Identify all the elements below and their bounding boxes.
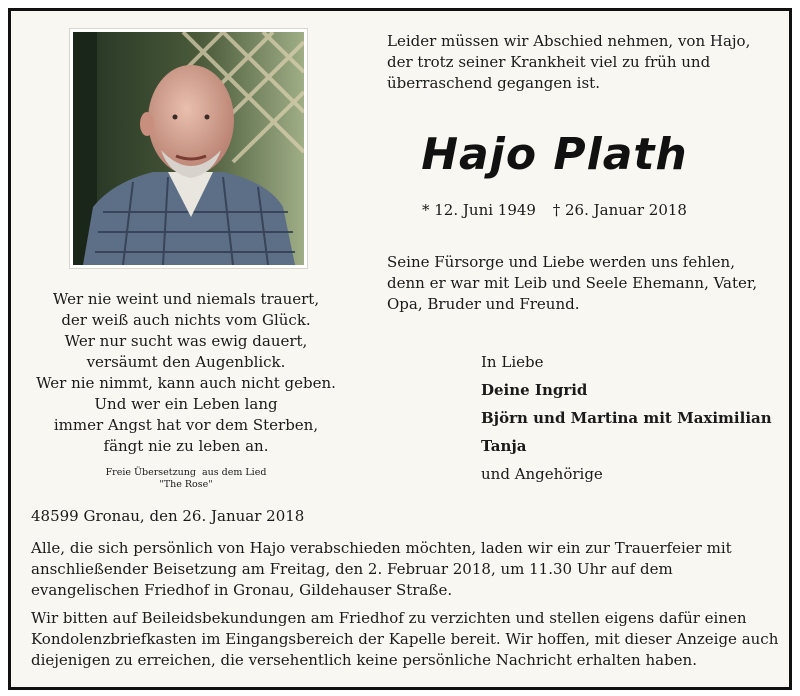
- mourners-block: [481, 348, 781, 488]
- poem-line: Wer nie nimmt, kann auch nicht geben.: [36, 374, 336, 392]
- death-date: † 26. Januar 2018: [552, 201, 687, 219]
- poem-line: Wer nie weint und niemals trauert,: [52, 290, 320, 308]
- place-date: 48599 Gronau, den 26. Januar 2018: [31, 507, 305, 525]
- deceased-name: Hajo Plath: [421, 129, 688, 180]
- mourners-intro: In Liebe: [481, 353, 544, 371]
- credit-line: "The Rose": [159, 479, 213, 490]
- intro-text: Leider müssen wir Abschied nehmen, von Hajo, der trotz seiner Krankheit viel zu früh und überraschend gegangen ist.: [387, 32, 751, 92]
- birth-date: * 12. Juni 1949: [422, 201, 536, 219]
- mourner-name: Tanja: [481, 437, 527, 455]
- portrait-illustration: [73, 32, 304, 265]
- mourner-name: Deine Ingrid: [481, 381, 588, 399]
- poem-line: fängt nie zu leben an.: [103, 437, 269, 455]
- poem-line: der weiß auch nichts vom Glück.: [61, 311, 311, 329]
- obituary-notice: [8, 8, 792, 690]
- poem-line: Wer nur sucht was ewig dauert,: [64, 332, 308, 350]
- life-dates: [387, 201, 722, 219]
- condolence-paragraph: Wir bitten auf Beileidsbekundungen am Friedhof zu verzichten und stellen eigens dafür einen Kondolenzbriefkasten im Eingangsbereich der Kapelle bereit. Wir hoffen, mit dieser Anzeige auch diejenigen zu erreichen, die versehentlich keine persönliche Nachricht erhalten haben.: [31, 609, 779, 669]
- poem-line: versäumt den Augenblick.: [86, 353, 286, 371]
- poem-line: immer Angst hat vor dem Sterben,: [53, 416, 319, 434]
- poem-line: Und wer ein Leben lang: [94, 395, 278, 413]
- mourners-outro: und Angehörige: [481, 465, 603, 483]
- credit-line: Freie Übersetzung aus dem Lied: [105, 467, 267, 478]
- poem-credit: [31, 467, 341, 491]
- poem: [31, 289, 341, 457]
- mourner-name: Björn und Martina mit Maximilian: [481, 409, 772, 427]
- tribute-text: Seine Fürsorge und Liebe werden uns fehlen, denn er war mit Leib und Seele Ehemann, Vater, Opa, Bruder und Freund.: [387, 253, 758, 313]
- funeral-info-paragraph: Alle, die sich persönlich von Hajo verabschieden möchten, laden wir ein zur Trauerfeier mit anschließender Beisetzung am Freitag, den 2. Februar 2018, um 11.30 Uhr auf dem evangelischen Friedhof in Gronau, Gildehauser Straße.: [31, 539, 732, 599]
- portrait-photo: [70, 29, 307, 268]
